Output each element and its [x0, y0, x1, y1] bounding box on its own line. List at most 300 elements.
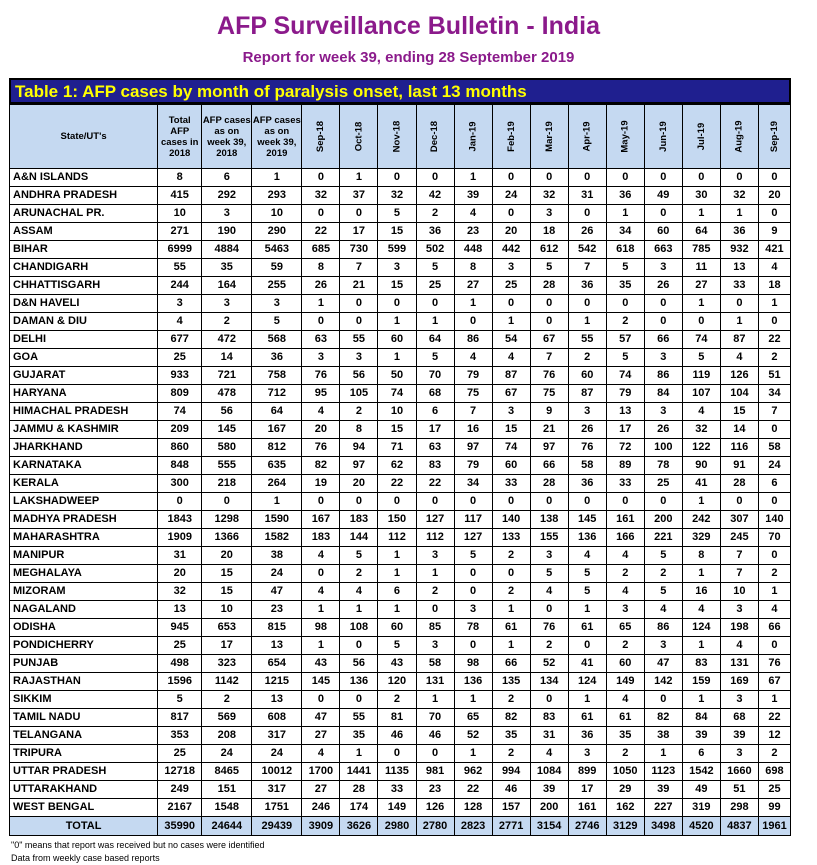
case-count-cell: 32 [682, 421, 720, 439]
case-count-cell: 20 [302, 421, 340, 439]
case-count-cell: 63 [416, 439, 454, 457]
case-count-cell: 82 [644, 709, 682, 727]
table-row [10, 565, 791, 583]
case-count-cell: 1135 [378, 763, 416, 781]
state-name-cell: KARNATAKA [10, 457, 158, 475]
case-count-cell: 1 [454, 745, 492, 763]
case-count-cell: 0 [378, 745, 416, 763]
case-count-cell: 119 [682, 367, 720, 385]
case-count-cell: 2 [530, 637, 568, 655]
case-count-cell: 52 [530, 655, 568, 673]
case-count-cell: 1 [378, 601, 416, 619]
case-count-cell: 812 [252, 439, 302, 457]
case-count-cell: 74 [682, 331, 720, 349]
case-count-cell: 138 [530, 511, 568, 529]
case-count-cell: 127 [416, 511, 454, 529]
case-count-cell: 28 [530, 475, 568, 493]
case-count-cell: 60 [492, 457, 530, 475]
case-count-cell: 4 [606, 547, 644, 565]
case-count-cell: 1 [492, 637, 530, 655]
case-count-cell: 1 [378, 313, 416, 331]
state-name-cell: MANIPUR [10, 547, 158, 565]
case-count-cell: 84 [682, 709, 720, 727]
case-count-cell: 70 [416, 709, 454, 727]
month-header-label: Aug-19 [733, 120, 745, 153]
case-count-cell: 46 [378, 727, 416, 745]
case-count-cell: 32 [378, 187, 416, 205]
case-count-cell: 26 [568, 421, 606, 439]
case-count-cell: 3 [644, 403, 682, 421]
case-count-cell: 122 [682, 439, 720, 457]
case-count-cell: 22 [302, 223, 340, 241]
case-count-cell: 3 [492, 403, 530, 421]
case-count-cell: 82 [302, 457, 340, 475]
state-name-cell: GUJARAT [10, 367, 158, 385]
state-name-cell: KERALA [10, 475, 158, 493]
case-count-cell: 2 [758, 745, 790, 763]
case-count-cell: 105 [340, 385, 378, 403]
case-count-cell: 24 [252, 745, 302, 763]
case-count-cell: 36 [568, 475, 606, 493]
table-header-row [10, 105, 791, 169]
table-row [10, 223, 791, 241]
case-count-cell: 329 [682, 529, 720, 547]
case-count-cell: 31 [158, 547, 202, 565]
case-count-cell: 131 [416, 673, 454, 691]
case-count-cell: 21 [530, 421, 568, 439]
case-count-cell: 49 [644, 187, 682, 205]
case-count-cell: 1542 [682, 763, 720, 781]
case-count-cell: 28 [340, 781, 378, 799]
case-count-cell: 43 [378, 655, 416, 673]
case-count-cell: 11 [682, 259, 720, 277]
case-count-cell: 653 [202, 619, 252, 637]
case-count-cell: 7 [758, 403, 790, 421]
case-count-cell: 0 [682, 313, 720, 331]
case-count-cell: 5 [158, 691, 202, 709]
case-count-cell: 0 [644, 169, 682, 187]
case-count-cell: 0 [454, 583, 492, 601]
case-count-cell: 57 [606, 331, 644, 349]
case-count-cell: 46 [492, 781, 530, 799]
case-count-cell: 198 [720, 619, 758, 637]
case-count-cell: 15 [202, 583, 252, 601]
case-count-cell: 3 [202, 295, 252, 313]
table-body [10, 169, 791, 817]
case-count-cell: 3 [644, 637, 682, 655]
case-count-cell: 1 [682, 565, 720, 583]
case-count-cell: 167 [302, 511, 340, 529]
case-count-cell: 246 [302, 799, 340, 817]
case-count-cell: 30 [682, 187, 720, 205]
case-count-cell: 86 [644, 619, 682, 637]
case-count-cell: 860 [158, 439, 202, 457]
case-count-cell: 218 [202, 475, 252, 493]
case-count-cell: 0 [606, 493, 644, 511]
case-count-cell: 142 [644, 673, 682, 691]
case-count-cell: 97 [454, 439, 492, 457]
case-count-cell: 292 [202, 187, 252, 205]
state-name-cell: UTTAR PRADESH [10, 763, 158, 781]
case-count-cell: 1 [378, 547, 416, 565]
case-count-cell: 86 [454, 331, 492, 349]
state-name-cell: MADHYA PRADESH [10, 511, 158, 529]
case-count-cell: 5 [378, 637, 416, 655]
case-count-cell: 932 [720, 241, 758, 259]
case-count-cell: 36 [416, 223, 454, 241]
case-count-cell: 2 [644, 565, 682, 583]
case-count-cell: 933 [158, 367, 202, 385]
table-row [10, 385, 791, 403]
case-count-cell: 99 [758, 799, 790, 817]
case-count-cell: 5 [454, 547, 492, 565]
month-header-label: Mar-19 [543, 121, 555, 152]
case-count-cell: 0 [568, 169, 606, 187]
case-count-cell: 244 [158, 277, 202, 295]
table-row [10, 619, 791, 637]
state-name-cell: PONDICHERRY [10, 637, 158, 655]
case-count-cell: 78 [454, 619, 492, 637]
case-count-cell: 1 [340, 745, 378, 763]
table-row [10, 403, 791, 421]
case-count-cell: 25 [158, 349, 202, 367]
case-count-cell: 415 [158, 187, 202, 205]
case-count-cell: 97 [340, 457, 378, 475]
case-count-cell: 677 [158, 331, 202, 349]
case-count-cell: 4 [568, 547, 606, 565]
case-count-cell: 249 [158, 781, 202, 799]
case-count-cell: 0 [530, 493, 568, 511]
case-count-cell: 4 [158, 313, 202, 331]
case-count-cell: 0 [416, 295, 454, 313]
case-count-cell: 1 [682, 493, 720, 511]
case-count-cell: 1 [378, 349, 416, 367]
case-count-cell: 0 [568, 637, 606, 655]
month-column-header [720, 105, 758, 169]
table-row [10, 745, 791, 763]
table-row [10, 583, 791, 601]
case-count-cell: 47 [302, 709, 340, 727]
case-count-cell: 24 [252, 565, 302, 583]
case-count-cell: 5 [530, 259, 568, 277]
month-column-header [568, 105, 606, 169]
case-count-cell: 293 [252, 187, 302, 205]
case-count-cell: 5 [530, 565, 568, 583]
case-count-cell: 6 [758, 475, 790, 493]
case-count-cell: 18 [530, 223, 568, 241]
case-count-cell: 17 [416, 421, 454, 439]
case-count-cell: 1 [252, 493, 302, 511]
case-count-cell: 56 [340, 367, 378, 385]
case-count-cell: 448 [454, 241, 492, 259]
case-count-cell: 1548 [202, 799, 252, 817]
case-count-cell: 4 [302, 547, 340, 565]
case-count-cell: 98 [454, 655, 492, 673]
case-count-cell: 13 [252, 691, 302, 709]
case-count-cell: 39 [644, 781, 682, 799]
case-count-cell: 0 [758, 205, 790, 223]
case-count-cell: 4 [492, 349, 530, 367]
case-count-cell: 0 [568, 295, 606, 313]
case-count-cell: 0 [340, 295, 378, 313]
case-count-cell: 0 [302, 205, 340, 223]
case-count-cell: 298 [720, 799, 758, 817]
case-count-cell: 74 [378, 385, 416, 403]
case-count-cell: 145 [202, 421, 252, 439]
case-count-cell: 64 [682, 223, 720, 241]
case-count-cell: 899 [568, 763, 606, 781]
case-count-cell: 815 [252, 619, 302, 637]
case-count-cell: 4 [682, 601, 720, 619]
case-count-cell: 14 [720, 421, 758, 439]
table-row [10, 637, 791, 655]
table-row [10, 277, 791, 295]
state-name-cell: MIZORAM [10, 583, 158, 601]
case-count-cell: 4 [302, 583, 340, 601]
month-column-header [530, 105, 568, 169]
case-count-cell: 12718 [158, 763, 202, 781]
case-count-cell: 83 [416, 457, 454, 475]
case-count-cell: 0 [758, 313, 790, 331]
case-count-cell: 3 [202, 205, 252, 223]
case-count-cell: 6 [378, 583, 416, 601]
state-name-cell: GOA [10, 349, 158, 367]
case-count-cell: 1 [682, 637, 720, 655]
case-count-cell: 1 [682, 205, 720, 223]
case-count-cell: 31 [530, 727, 568, 745]
case-count-cell: 17 [568, 781, 606, 799]
case-count-cell: 2 [606, 637, 644, 655]
case-count-cell: 599 [378, 241, 416, 259]
case-count-cell: 27 [682, 277, 720, 295]
case-count-cell: 5 [682, 349, 720, 367]
table-row [10, 475, 791, 493]
table-row [10, 295, 791, 313]
case-count-cell: 3 [492, 259, 530, 277]
case-count-cell: 36 [568, 277, 606, 295]
state-name-cell: ASSAM [10, 223, 158, 241]
case-count-cell: 66 [492, 655, 530, 673]
case-count-cell: 13 [252, 637, 302, 655]
case-count-cell: 317 [252, 781, 302, 799]
case-count-cell: 22 [378, 475, 416, 493]
case-count-cell: 124 [568, 673, 606, 691]
case-count-cell: 0 [758, 421, 790, 439]
case-count-cell: 22 [416, 475, 454, 493]
case-count-cell: 2 [378, 691, 416, 709]
case-count-cell: 7 [720, 547, 758, 565]
case-count-cell: 1 [720, 205, 758, 223]
case-count-cell: 0 [606, 295, 644, 313]
case-count-cell: 6999 [158, 241, 202, 259]
case-count-cell: 54 [492, 331, 530, 349]
case-count-cell: 47 [644, 655, 682, 673]
case-count-cell: 962 [454, 763, 492, 781]
case-count-cell: 58 [758, 439, 790, 457]
case-count-cell: 4 [682, 403, 720, 421]
case-count-cell: 38 [252, 547, 302, 565]
total-count-cell: 29439 [252, 817, 302, 836]
case-count-cell: 16 [682, 583, 720, 601]
case-count-cell: 167 [252, 421, 302, 439]
state-name-cell: TELANGANA [10, 727, 158, 745]
case-count-cell: 65 [454, 709, 492, 727]
source-footnote: Data from weekly case based reports [11, 853, 160, 863]
month-header-label: Jan-19 [467, 121, 479, 152]
summary-column-header: AFP cases as on week 39, 2018 [202, 105, 252, 169]
case-count-cell: 34 [758, 385, 790, 403]
case-count-cell: 33 [378, 781, 416, 799]
case-count-cell: 37 [340, 187, 378, 205]
case-count-cell: 26 [644, 421, 682, 439]
case-count-cell: 3 [378, 259, 416, 277]
total-count-cell: 4520 [682, 817, 720, 836]
case-count-cell: 1441 [340, 763, 378, 781]
case-count-cell: 0 [644, 295, 682, 313]
case-count-cell: 15 [378, 421, 416, 439]
case-count-cell: 4 [530, 745, 568, 763]
state-name-cell: JHARKHAND [10, 439, 158, 457]
case-count-cell: 478 [202, 385, 252, 403]
case-count-cell: 133 [492, 529, 530, 547]
case-count-cell: 4 [758, 601, 790, 619]
case-count-cell: 75 [530, 385, 568, 403]
case-count-cell: 2 [416, 205, 454, 223]
case-count-cell: 12 [758, 727, 790, 745]
bulletin-title: AFP Surveillance Bulletin - India [217, 12, 600, 40]
case-count-cell: 25 [158, 637, 202, 655]
case-count-cell: 61 [568, 619, 606, 637]
case-count-cell: 51 [720, 781, 758, 799]
case-count-cell: 1660 [720, 763, 758, 781]
case-count-cell: 24 [758, 457, 790, 475]
case-count-cell: 1 [454, 169, 492, 187]
month-header-label: Jul-19 [695, 122, 707, 151]
table-row [10, 691, 791, 709]
case-count-cell: 91 [720, 457, 758, 475]
case-count-cell: 472 [202, 331, 252, 349]
case-count-cell: 4 [530, 583, 568, 601]
case-count-cell: 0 [416, 601, 454, 619]
case-count-cell: 76 [302, 439, 340, 457]
case-count-cell: 0 [568, 493, 606, 511]
case-count-cell: 5 [606, 259, 644, 277]
case-count-cell: 22 [758, 331, 790, 349]
case-count-cell: 76 [302, 367, 340, 385]
case-count-cell: 1 [416, 691, 454, 709]
case-count-cell: 4 [340, 583, 378, 601]
case-count-cell: 58 [416, 655, 454, 673]
case-count-cell: 72 [606, 439, 644, 457]
case-count-cell: 87 [492, 367, 530, 385]
case-count-cell: 28 [720, 475, 758, 493]
table-row [10, 259, 791, 277]
case-count-cell: 353 [158, 727, 202, 745]
case-count-cell: 60 [606, 655, 644, 673]
table-row [10, 601, 791, 619]
case-count-cell: 0 [644, 691, 682, 709]
case-count-cell: 2 [758, 565, 790, 583]
case-count-cell: 10 [378, 403, 416, 421]
case-count-cell: 1 [378, 565, 416, 583]
case-count-cell: 0 [416, 169, 454, 187]
case-count-cell: 442 [492, 241, 530, 259]
case-count-cell: 65 [606, 619, 644, 637]
case-count-cell: 323 [202, 655, 252, 673]
case-count-cell: 6 [682, 745, 720, 763]
case-count-cell: 55 [340, 331, 378, 349]
case-count-cell: 721 [202, 367, 252, 385]
case-count-cell: 21 [340, 277, 378, 295]
case-count-cell: 35 [606, 277, 644, 295]
table-row [10, 331, 791, 349]
case-count-cell: 1843 [158, 511, 202, 529]
state-name-cell: MEGHALAYA [10, 565, 158, 583]
case-count-cell: 3 [530, 547, 568, 565]
case-count-cell: 2 [568, 349, 606, 367]
month-header-label: Sep-19 [769, 120, 780, 153]
case-count-cell: 0 [378, 493, 416, 511]
table-row [10, 511, 791, 529]
table-row [10, 187, 791, 205]
case-count-cell: 1 [340, 169, 378, 187]
case-count-cell: 61 [606, 709, 644, 727]
case-count-cell: 64 [416, 331, 454, 349]
case-count-cell: 4 [454, 349, 492, 367]
case-count-cell: 0 [492, 565, 530, 583]
case-count-cell: 136 [568, 529, 606, 547]
case-count-cell: 10 [202, 601, 252, 619]
case-count-cell: 164 [202, 277, 252, 295]
case-count-cell: 4 [720, 637, 758, 655]
case-count-cell: 6 [202, 169, 252, 187]
case-count-cell: 27 [302, 727, 340, 745]
month-header-label: Sep-18 [315, 120, 327, 153]
case-count-cell: 0 [758, 637, 790, 655]
state-name-cell: SIKKIM [10, 691, 158, 709]
total-label-cell: TOTAL [10, 817, 158, 836]
case-count-cell: 1 [302, 601, 340, 619]
case-count-cell: 2 [606, 565, 644, 583]
case-count-cell: 161 [568, 799, 606, 817]
case-count-cell: 84 [644, 385, 682, 403]
case-count-cell: 5 [416, 349, 454, 367]
case-count-cell: 848 [158, 457, 202, 475]
case-count-cell: 161 [606, 511, 644, 529]
case-count-cell: 2 [758, 349, 790, 367]
month-header-label: Feb-19 [505, 121, 517, 152]
case-count-cell: 24 [492, 187, 530, 205]
case-count-cell: 1 [682, 691, 720, 709]
case-count-cell: 33 [720, 277, 758, 295]
case-count-cell: 35 [606, 727, 644, 745]
case-count-cell: 1050 [606, 763, 644, 781]
case-count-cell: 0 [454, 313, 492, 331]
case-count-cell: 580 [202, 439, 252, 457]
case-count-cell: 264 [252, 475, 302, 493]
state-name-cell: JAMMU & KASHMIR [10, 421, 158, 439]
case-count-cell: 3 [302, 349, 340, 367]
case-count-cell: 43 [302, 655, 340, 673]
case-count-cell: 151 [202, 781, 252, 799]
case-count-cell: 13 [606, 403, 644, 421]
case-count-cell: 13 [158, 601, 202, 619]
case-count-cell: 15 [492, 421, 530, 439]
case-count-cell: 86 [644, 367, 682, 385]
case-count-cell: 17 [606, 421, 644, 439]
total-count-cell: 2980 [378, 817, 416, 836]
case-count-cell: 10 [720, 583, 758, 601]
